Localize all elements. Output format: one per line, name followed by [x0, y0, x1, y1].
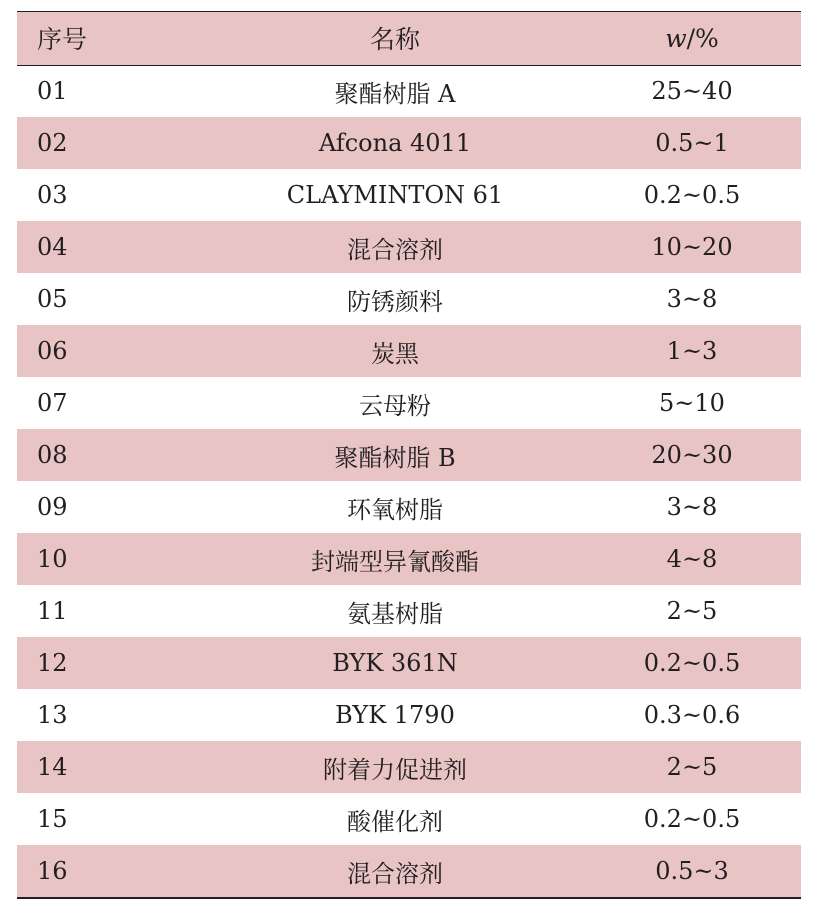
- table-row: [17, 117, 801, 169]
- component-name-cell: 附着力促进剂: [323, 755, 467, 784]
- row-number-cell: 13: [37, 701, 68, 729]
- component-name-cell: BYK 1790: [335, 701, 455, 729]
- table-row: [17, 221, 801, 273]
- table-bottom-rule: [17, 897, 801, 899]
- row-number-cell: 02: [37, 129, 68, 157]
- header-w-symbol: w: [665, 23, 687, 53]
- table-row: [17, 65, 801, 117]
- mass-fraction-cell: 25~40: [651, 77, 733, 106]
- component-name-cell: 聚酯树脂 A: [334, 79, 456, 108]
- table-body: [17, 65, 801, 897]
- table-row: [17, 169, 801, 221]
- row-number-cell: 15: [37, 805, 68, 833]
- component-name-cell: 云母粉: [359, 391, 431, 420]
- mass-fraction-cell: 4~8: [666, 545, 718, 573]
- component-name-cell: 防锈颜料: [347, 287, 443, 316]
- header-name: 名称: [207, 12, 583, 65]
- formulation-table: [17, 12, 801, 897]
- table-row: [17, 793, 801, 845]
- component-name-cell: BYK 361N: [332, 649, 458, 677]
- mass-fraction-cell: 0.5~3: [655, 857, 729, 885]
- component-name-cell: 氨基树脂: [347, 599, 443, 628]
- table-row: [17, 325, 801, 377]
- header-w-unit: /%: [686, 23, 719, 53]
- table-row: [17, 533, 801, 585]
- mass-fraction-cell: 2~5: [666, 597, 718, 625]
- component-name-cell: Afcona 4011: [318, 129, 472, 157]
- table-row: [17, 689, 801, 741]
- mass-fraction-cell: 2~5: [666, 753, 718, 781]
- row-number-cell: 06: [37, 337, 68, 365]
- component-name-cell: 炭黑: [371, 339, 419, 368]
- mass-fraction-cell: 0.5~1: [655, 129, 729, 157]
- component-name-cell: 环氧树脂: [347, 495, 443, 524]
- mass-fraction-cell: 1~3: [666, 337, 718, 365]
- row-number-cell: 12: [37, 649, 68, 677]
- header-no: 序号: [17, 12, 207, 65]
- table-row: [17, 481, 801, 533]
- row-number-cell: 01: [37, 77, 68, 106]
- component-name-cell: 聚酯树脂 B: [334, 443, 456, 472]
- row-number-cell: 04: [37, 233, 68, 261]
- table-row: [17, 377, 801, 429]
- mass-fraction-cell: 3~8: [666, 493, 718, 521]
- table-row: [17, 429, 801, 481]
- mass-fraction-cell: 0.2~0.5: [643, 649, 741, 677]
- table-row: [17, 585, 801, 637]
- mass-fraction-cell: 0.2~0.5: [643, 805, 741, 833]
- mass-fraction-cell: 5~10: [659, 389, 725, 417]
- component-name-cell: 酸催化剂: [347, 807, 443, 836]
- mass-fraction-cell: 20~30: [651, 441, 733, 469]
- row-number-cell: 11: [37, 597, 68, 625]
- row-number-cell: 14: [37, 753, 68, 781]
- row-number-cell: 10: [37, 545, 68, 573]
- table-row: [17, 845, 801, 897]
- header-mass-fraction: [583, 12, 801, 65]
- formulation-table-container: [17, 12, 801, 897]
- row-number-cell: 03: [37, 181, 68, 209]
- component-name-cell: 混合溶剂: [347, 859, 443, 888]
- row-number-cell: 07: [37, 389, 68, 417]
- mass-fraction-cell: 10~20: [651, 233, 733, 261]
- mass-fraction-cell: 3~8: [666, 285, 718, 313]
- component-name-cell: 封端型异氰酸酯: [311, 547, 479, 576]
- table-row: [17, 741, 801, 793]
- mass-fraction-cell: 0.2~0.5: [643, 181, 741, 209]
- table-row: [17, 273, 801, 325]
- component-name-cell: 混合溶剂: [347, 235, 443, 264]
- row-number-cell: 08: [37, 441, 68, 469]
- table-header-row: [17, 12, 801, 65]
- row-number-cell: 05: [37, 285, 68, 313]
- row-number-cell: 09: [37, 493, 68, 521]
- mass-fraction-cell: 0.3~0.6: [643, 701, 741, 729]
- row-number-cell: 16: [37, 857, 68, 885]
- component-name-cell: CLAYMINTON 61: [286, 181, 504, 209]
- table-row: [17, 637, 801, 689]
